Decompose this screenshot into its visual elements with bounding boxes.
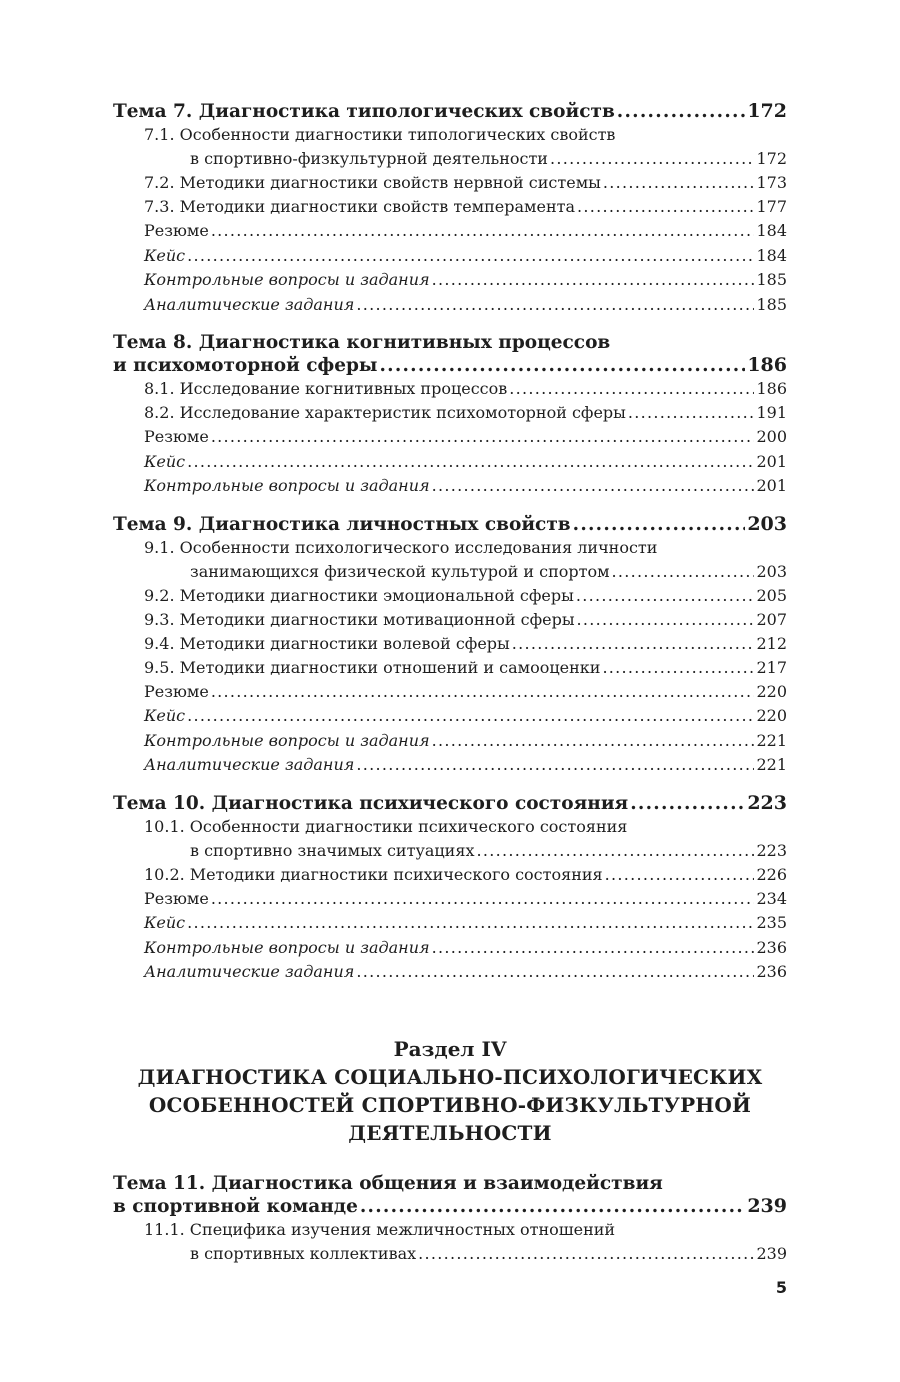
dot-leader	[356, 960, 754, 985]
table-of-contents	[113, 96, 787, 985]
entry-text: 9.4. Методики диагностики волевой сферы	[144, 633, 510, 653]
table-of-contents-continued	[113, 1158, 787, 1266]
subsection-entry	[144, 1218, 787, 1266]
dot-leader	[476, 839, 754, 863]
entry-page-number: 201	[756, 476, 787, 495]
entry-page-number: 223	[756, 840, 787, 860]
entry-text: 11.1. Специфика изучения межличностных отношений	[144, 1220, 616, 1239]
auxiliary-entry	[144, 293, 787, 318]
auxiliary-entry	[144, 268, 787, 293]
auxiliary-line	[144, 887, 787, 912]
dot-leader	[603, 171, 755, 195]
entry-page-number: 184	[756, 245, 787, 265]
dot-leader	[211, 887, 755, 912]
entry-page-number: 220	[756, 681, 787, 701]
subsection-entry	[144, 377, 787, 401]
section-heading	[113, 1035, 787, 1147]
entry-text: Аналитические задания	[144, 294, 355, 314]
dot-leader	[187, 244, 754, 269]
entry-text: Контрольные вопросы и задания	[144, 730, 430, 750]
dot-leader	[577, 608, 755, 632]
auxiliary-entry	[144, 729, 787, 754]
auxiliary-entry	[144, 911, 787, 936]
page-number: 5	[775, 1278, 787, 1297]
dot-leader	[612, 560, 755, 584]
dot-leader	[379, 354, 745, 377]
dot-leader	[605, 863, 755, 887]
auxiliary-entry	[144, 244, 787, 269]
topic-entry	[113, 331, 787, 377]
subsection-line	[144, 839, 787, 863]
dot-leader	[360, 1195, 745, 1218]
dot-leader	[617, 100, 746, 123]
entry-text: Резюме	[144, 427, 209, 446]
subsection-line	[144, 147, 787, 171]
entry-text: в спортивно значимых ситуациях	[190, 840, 475, 860]
dot-leader	[550, 147, 754, 171]
auxiliary-line	[144, 293, 787, 318]
auxiliary-line	[144, 425, 787, 450]
entry-text: 9.3. Методики диагностики мотивационной сферы	[144, 609, 575, 629]
entry-page-number: 221	[756, 755, 787, 774]
entry-page-number: 220	[756, 706, 787, 725]
auxiliary-line	[144, 936, 787, 961]
entry-page-number: 172	[756, 149, 787, 168]
topic-title-line	[113, 100, 787, 123]
subsection-line	[144, 632, 787, 656]
subsection-line	[144, 536, 787, 560]
subsection-entry	[144, 656, 787, 680]
entry-text: 10.2. Методики диагностики психического состояния	[144, 864, 603, 884]
topic-entry	[113, 100, 787, 123]
entry-page-number: 236	[756, 937, 787, 957]
subsection-line	[144, 656, 787, 680]
entry-text: Тема 10. Диагностика психического состояния	[113, 792, 629, 814]
dot-leader	[356, 753, 754, 778]
auxiliary-entry	[144, 474, 787, 499]
topic-title-line	[113, 792, 787, 815]
subsection-line	[144, 123, 787, 147]
subsection-line	[144, 584, 787, 608]
dot-leader	[211, 680, 755, 705]
entry-page-number: 185	[756, 270, 787, 289]
entry-text: Тема 8. Диагностика когнитивных процессов	[113, 332, 611, 353]
subsection-line	[144, 608, 787, 632]
dot-leader	[630, 792, 745, 815]
auxiliary-line	[144, 219, 787, 244]
entry-page-number: 203	[747, 512, 787, 535]
entry-text: Кейс	[144, 913, 186, 932]
entry-text: 9.5. Методики диагностики отношений и самооценки	[144, 657, 601, 677]
entry-page-number: 217	[756, 657, 787, 677]
entry-text: и психомоторной сферы	[113, 355, 378, 376]
dot-leader	[187, 704, 754, 729]
entry-page-number: 186	[747, 354, 787, 376]
entry-text: 9.1. Особенности психологического исследования личности	[144, 537, 658, 557]
entry-text: Аналитические задания	[144, 962, 355, 981]
dot-leader	[432, 936, 755, 961]
auxiliary-entry	[144, 219, 787, 244]
auxiliary-entry	[144, 704, 787, 729]
auxiliary-entry	[144, 936, 787, 961]
topic-entry	[113, 513, 787, 536]
auxiliary-entry	[144, 887, 787, 912]
entry-text: 9.2. Методики диагностики эмоциональной сферы	[144, 585, 574, 605]
entry-page-number: 173	[756, 173, 787, 192]
entry-text: 7.2. Методики диагностики свойств нервной системы	[144, 173, 601, 192]
entry-page-number: 185	[756, 294, 787, 314]
auxiliary-line	[144, 960, 787, 985]
auxiliary-line	[144, 753, 787, 778]
entry-page-number: 212	[756, 633, 787, 653]
dot-leader	[576, 584, 755, 608]
auxiliary-line	[144, 680, 787, 705]
topic-title-line	[113, 1195, 787, 1218]
dot-leader	[573, 513, 746, 536]
dot-leader	[509, 377, 754, 401]
entry-page-number: 239	[756, 1244, 787, 1263]
subsection-entry	[144, 401, 787, 425]
topic-title-line	[113, 513, 787, 536]
dot-leader	[187, 450, 754, 475]
dot-leader	[187, 911, 754, 936]
entry-page-number: 201	[756, 451, 787, 471]
entry-text: 7.3. Методики диагностики свойств темперамента	[144, 197, 575, 216]
dot-leader	[628, 401, 755, 425]
topic-title-line	[113, 1172, 787, 1195]
entry-page-number: 207	[756, 609, 787, 629]
subsection-entry	[144, 584, 787, 608]
auxiliary-entry	[144, 960, 787, 985]
subsection-line	[144, 171, 787, 195]
entry-text: Контрольные вопросы и задания	[144, 476, 430, 495]
subsection-line	[144, 560, 787, 584]
subsection-line	[144, 1218, 787, 1242]
entry-text: 8.2. Исследование характеристик психомоторной сферы	[144, 403, 626, 422]
entry-text: Кейс	[144, 706, 186, 725]
auxiliary-entry	[144, 753, 787, 778]
subsection-line	[144, 401, 787, 425]
subsection-entry	[144, 123, 787, 171]
auxiliary-line	[144, 450, 787, 475]
entry-page-number: 191	[756, 403, 787, 422]
subsection-entry	[144, 632, 787, 656]
entry-page-number: 184	[756, 221, 787, 240]
entry-page-number: 226	[756, 864, 787, 884]
section-title-line-3: ДЕЯТЕЛЬНОСТИ	[348, 1121, 552, 1145]
topic-entry	[113, 792, 787, 815]
subsection-entry	[144, 195, 787, 219]
dot-leader	[211, 425, 755, 450]
entry-page-number: 221	[756, 730, 787, 750]
entry-page-number: 234	[756, 888, 787, 908]
subsection-entry	[144, 171, 787, 195]
entry-text: Резюме	[144, 221, 209, 240]
entry-text: в спортивной команде	[113, 1196, 358, 1217]
topic-entry	[113, 1172, 787, 1218]
dot-leader	[432, 729, 755, 754]
dot-leader	[211, 219, 755, 244]
entry-text: Резюме	[144, 681, 209, 701]
dot-leader	[512, 632, 755, 656]
subsection-line	[144, 195, 787, 219]
dot-leader	[432, 268, 755, 293]
subsection-line	[144, 815, 787, 839]
entry-text: Кейс	[144, 451, 186, 471]
entry-page-number: 200	[756, 427, 787, 446]
entry-page-number: 236	[756, 962, 787, 981]
entry-text: в спортивных коллективах	[190, 1244, 417, 1263]
dot-leader	[356, 293, 754, 318]
auxiliary-line	[144, 268, 787, 293]
entry-text: 10.1. Особенности диагностики психического состояния	[144, 816, 628, 836]
entry-page-number: 235	[756, 913, 787, 932]
auxiliary-entry	[144, 450, 787, 475]
section-title-line-1: ДИАГНОСТИКА СОЦИАЛЬНО-ПСИХОЛОГИЧЕСКИХ	[137, 1065, 763, 1089]
section-title-line-2: ОСОБЕННОСТЕЙ СПОРТИВНО-ФИЗКУЛЬТУРНОЙ	[148, 1093, 752, 1117]
entry-text: Тема 9. Диагностика личностных свойств	[113, 513, 571, 535]
dot-leader	[432, 474, 755, 499]
subsection-entry	[144, 815, 787, 863]
entry-page-number: 239	[747, 1195, 787, 1217]
entry-text: занимающихся физической культурой и спортом	[190, 561, 610, 581]
entry-text: 8.1. Исследование когнитивных процессов	[144, 379, 508, 398]
subsection-line	[144, 1242, 787, 1266]
section-label: Раздел IV	[393, 1037, 507, 1061]
entry-text: 7.1. Особенности диагностики типологических свойств	[144, 125, 616, 144]
auxiliary-entry	[144, 680, 787, 705]
entry-text: Резюме	[144, 888, 209, 908]
entry-text: Контрольные вопросы и задания	[144, 937, 430, 957]
auxiliary-line	[144, 244, 787, 269]
entry-text: Тема 7. Диагностика типологических свойств	[113, 101, 615, 122]
dot-leader	[602, 656, 754, 680]
entry-page-number: 203	[756, 561, 787, 581]
entry-page-number: 186	[756, 379, 787, 398]
entry-text: Аналитические задания	[144, 755, 355, 774]
entry-text: Кейс	[144, 245, 186, 265]
subsection-entry	[144, 536, 787, 584]
topic-title-line	[113, 354, 787, 377]
subsection-entry	[144, 863, 787, 887]
entry-text: Тема 11. Диагностика общения и взаимодействия	[113, 1173, 663, 1194]
auxiliary-entry	[144, 425, 787, 450]
entry-page-number: 177	[756, 197, 787, 216]
auxiliary-line	[144, 911, 787, 936]
topic-title-line	[113, 331, 787, 354]
entry-page-number: 172	[747, 100, 787, 122]
auxiliary-line	[144, 729, 787, 754]
entry-page-number: 205	[756, 585, 787, 605]
subsection-entry	[144, 608, 787, 632]
dot-leader	[418, 1242, 754, 1266]
dot-leader	[577, 195, 754, 219]
entry-page-number: 223	[747, 791, 787, 814]
subsection-line	[144, 863, 787, 887]
auxiliary-line	[144, 474, 787, 499]
auxiliary-line	[144, 704, 787, 729]
subsection-line	[144, 377, 787, 401]
entry-text: в спортивно-физкультурной деятельности	[190, 149, 548, 168]
entry-text: Контрольные вопросы и задания	[144, 270, 430, 289]
